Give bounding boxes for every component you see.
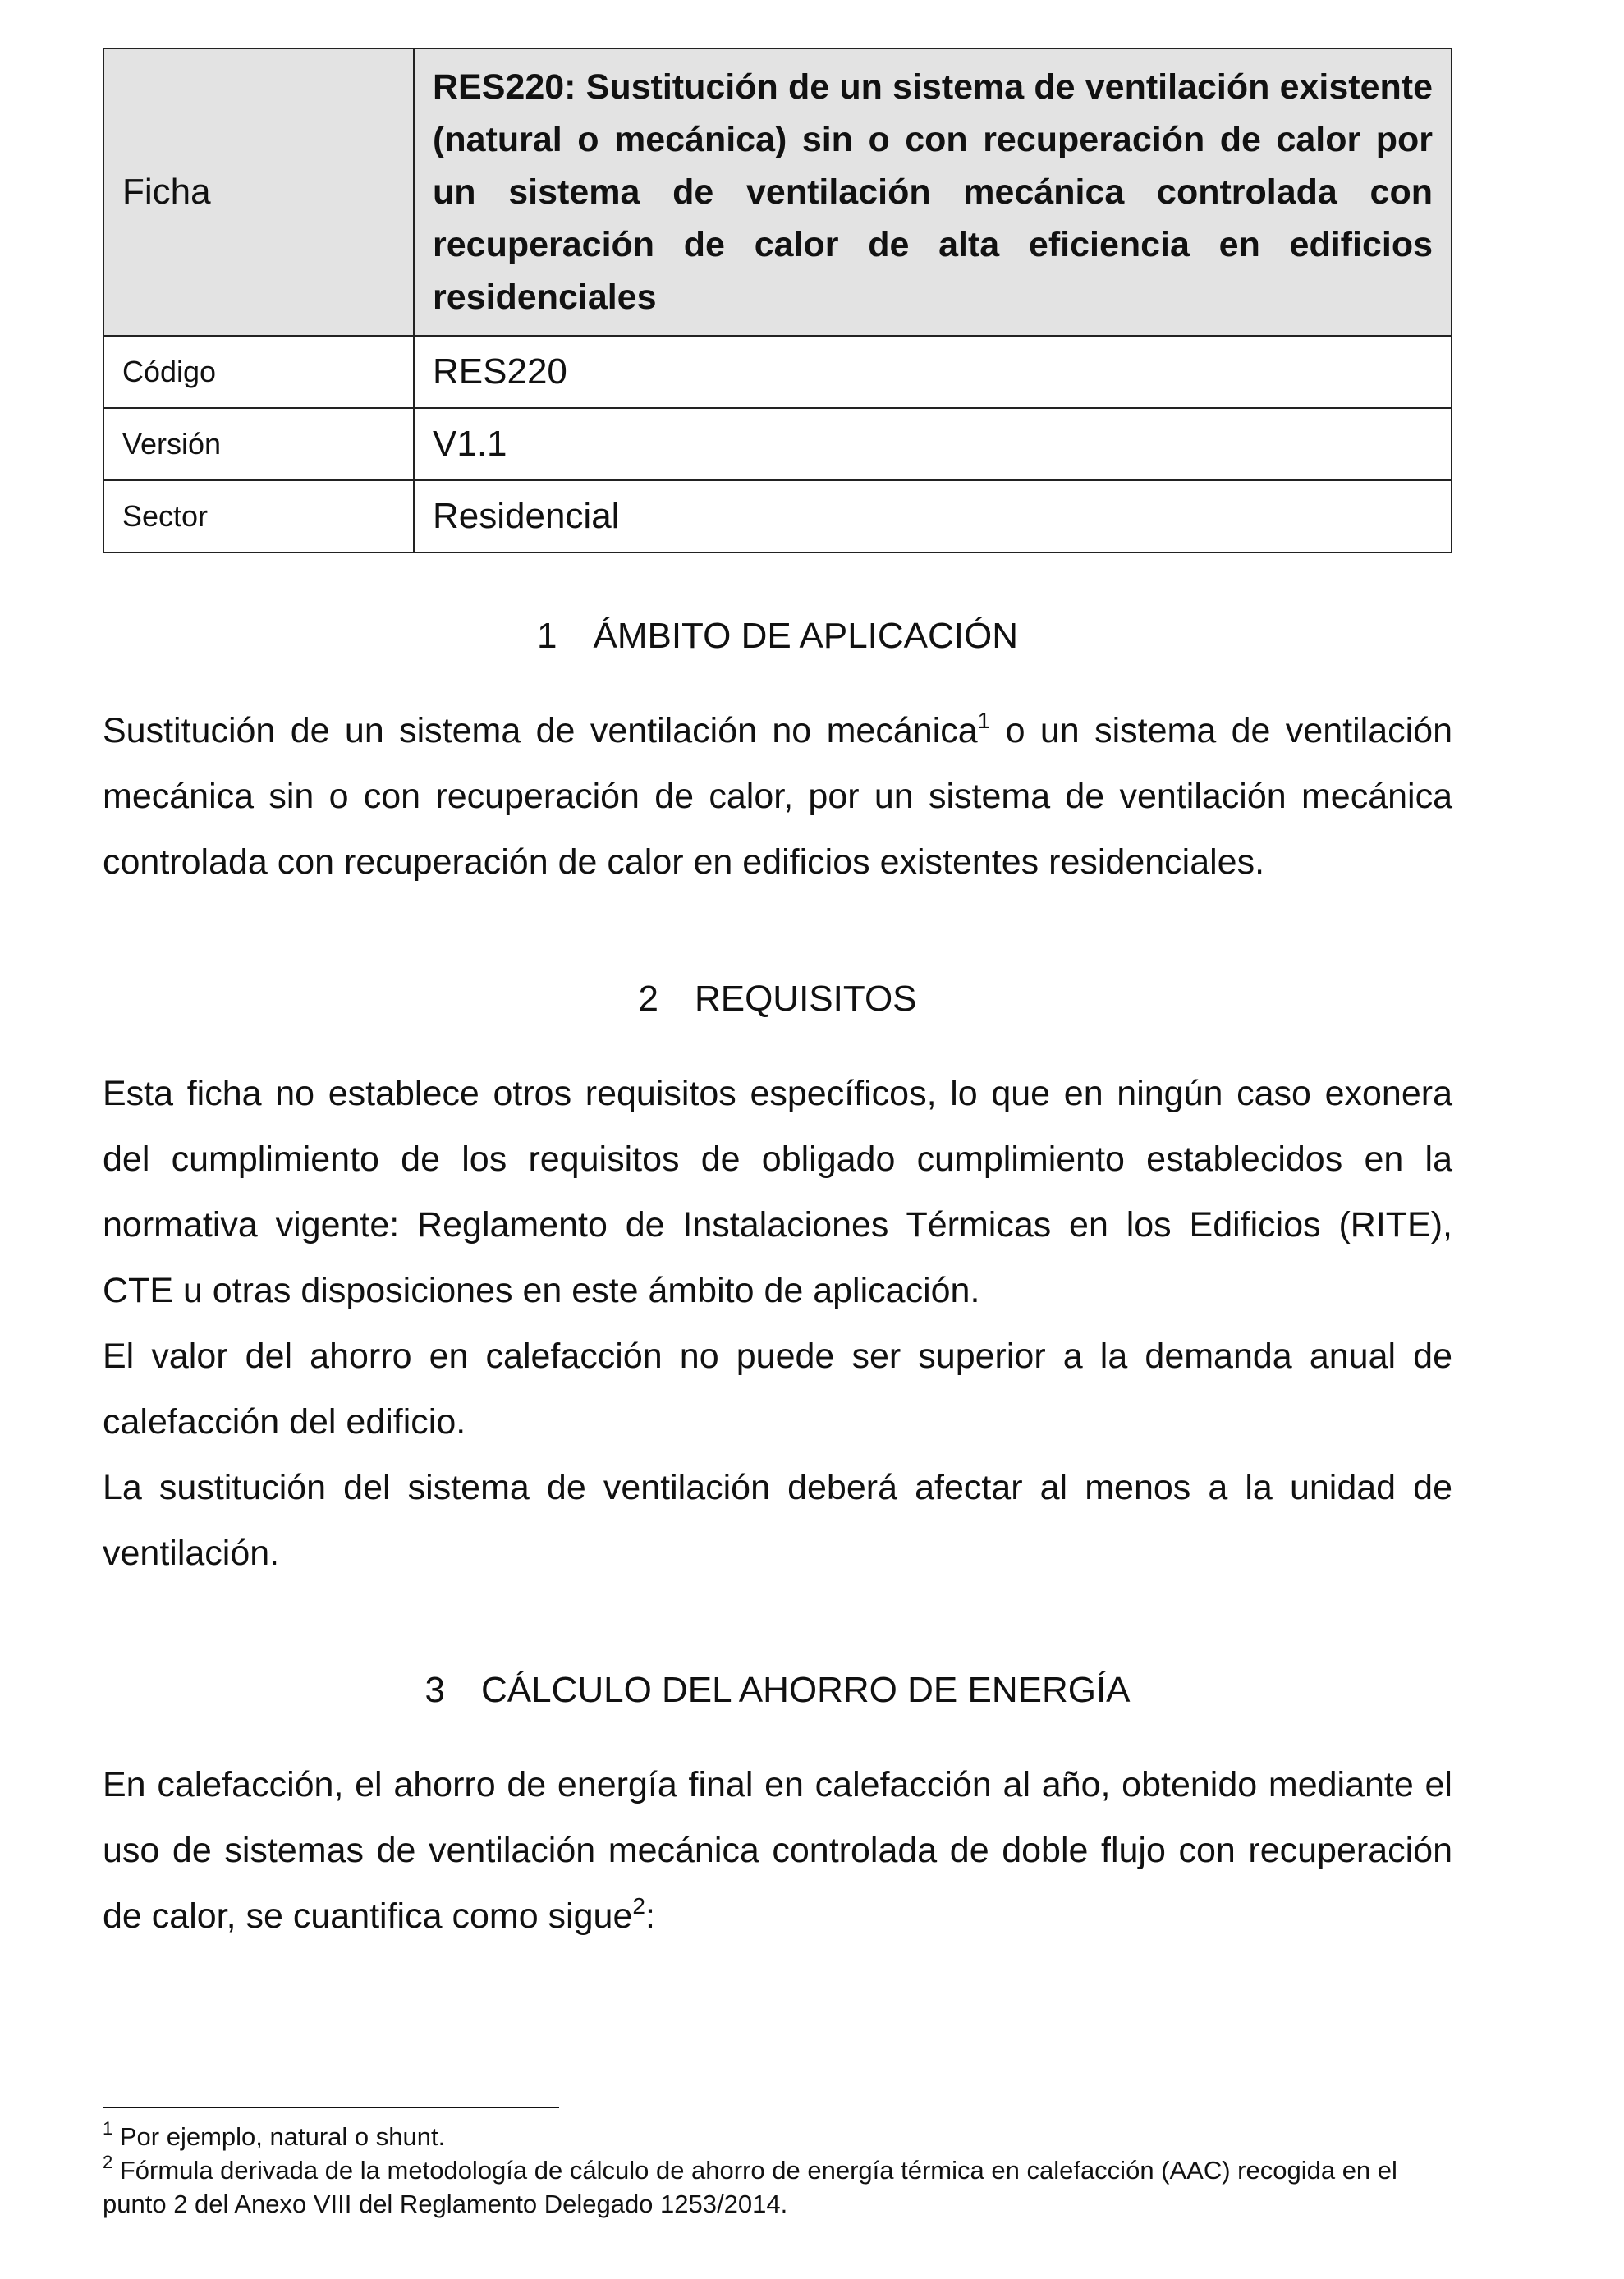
footnote-ref-2[interactable]: 2 xyxy=(632,1892,645,1919)
footnote-2-mark: 2 xyxy=(103,2151,113,2172)
section-3-heading xyxy=(103,1670,1452,1711)
section-2-title: REQUISITOS xyxy=(694,979,917,1019)
sector-value: Residencial xyxy=(414,480,1452,553)
ficha-table xyxy=(103,48,1452,553)
section-2-paragraph-3: La sustitución del sistema de ventilación deberá afectar al menos a la unidad de ventilación. xyxy=(103,1468,1452,1573)
ficha-label: Ficha xyxy=(103,48,414,336)
section-3-title: CÁLCULO DEL AHORRO DE ENERGÍA xyxy=(480,1670,1131,1710)
footnote-ref-1[interactable]: 1 xyxy=(977,707,991,733)
section-1-heading xyxy=(103,616,1452,657)
table-row xyxy=(103,336,1452,408)
footnote-1-mark: 1 xyxy=(103,2117,113,2139)
footnote-1 xyxy=(103,2117,1452,2153)
footnote-1-text: Por ejemplo, natural o shunt. xyxy=(112,2122,446,2151)
sector-label: Sector xyxy=(103,480,414,553)
section-2-paragraph-1: Esta ficha no establece otros requisitos específicos, lo que en ningún caso exonera del cumplimiento de los requisitos de obligado cumplimiento establecidos en la normativa vigente: Reglamento de Instalaciones Térmicas en los Edificios (RITE), CTE u otras disposiciones en este ámbito de aplicación. xyxy=(103,1074,1452,1310)
document-page xyxy=(103,48,1452,1949)
section-1-text-continued: o un sistema de ventilación mecánica sin o con recuperación de calor, por un sistema de ventilación mecánica controlada con recuperación de calor en edificios existentes residenciales. xyxy=(103,711,1452,882)
table-row xyxy=(103,480,1452,553)
table-row xyxy=(103,408,1452,480)
footnote-2 xyxy=(103,2153,1452,2221)
codigo-label: Código xyxy=(103,336,414,408)
section-3-text-end: : xyxy=(645,1896,655,1936)
section-1-title: ÁMBITO DE APLICACIÓN xyxy=(593,616,1019,656)
section-2-heading xyxy=(103,979,1452,1020)
section-2-paragraph-2: El valor del ahorro en calefacción no puede ser superior a la demanda anual de calefacción del edificio. xyxy=(103,1337,1452,1442)
footnote-2-text: Fórmula derivada de la metodología de cálculo de ahorro de energía térmica en calefacción (AAC) recogida en el punto 2 del Anexo VIII del Reglamento Delegado 1253/2014. xyxy=(103,2156,1397,2218)
footnote-separator xyxy=(103,2107,559,2108)
section-1-paragraph xyxy=(103,698,1452,895)
section-2-number: 2 xyxy=(638,979,658,1019)
codigo-value: RES220 xyxy=(414,336,1452,408)
section-1-text: Sustitución de un sistema de ventilación no mecánica xyxy=(103,711,978,750)
ficha-title: RES220: Sustitución de un sistema de ventilación existente (natural o mecánica) sin o con recuperación de calor por un sistema de ventilación mecánica controlada con recuperación de calor de alta eficiencia en edificios residenciales xyxy=(414,48,1452,336)
ficha-header-row xyxy=(103,48,1452,336)
section-3-text: En calefacción, el ahorro de energía final en calefacción al año, obtenido mediante el uso de sistemas de ventilación mecánica controlada de doble flujo con recuperación de calor, se cuantifica como sigue xyxy=(103,1765,1452,1936)
version-value: V1.1 xyxy=(414,408,1452,480)
section-3-paragraph xyxy=(103,1752,1452,1949)
section-3-number: 3 xyxy=(424,1670,445,1710)
footnotes xyxy=(103,2117,1452,2221)
section-1-number: 1 xyxy=(536,616,557,656)
version-label: Versión xyxy=(103,408,414,480)
